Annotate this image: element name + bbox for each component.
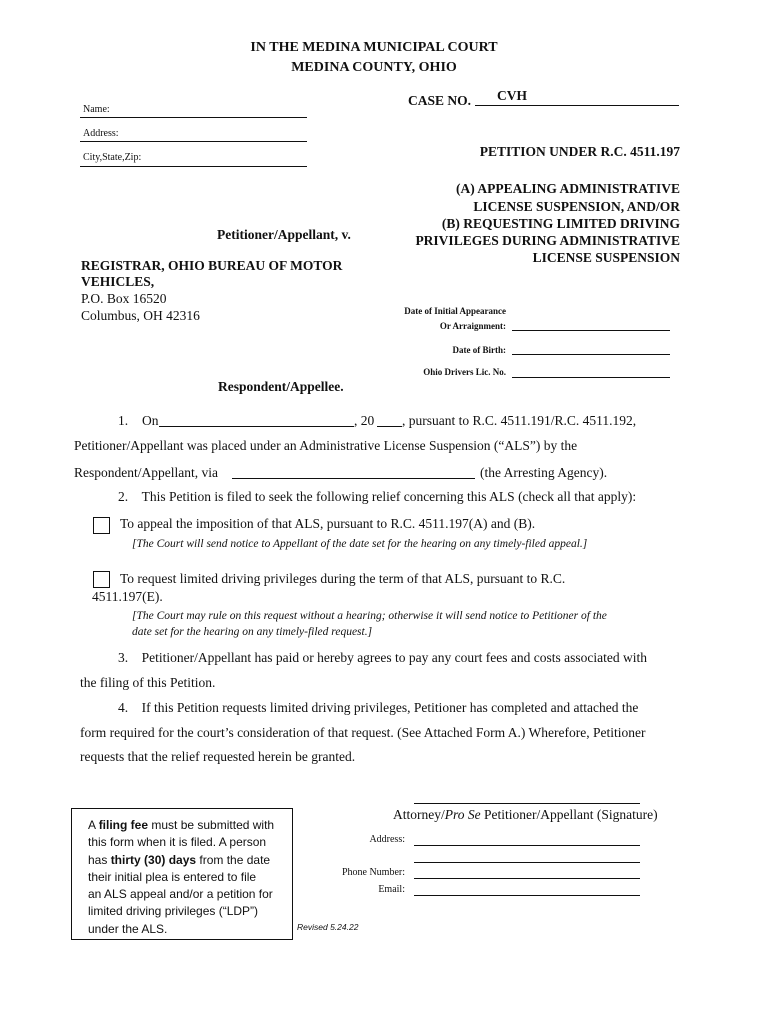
p4-line-3: requests that the relief requested herein be granted. — [80, 749, 356, 764]
limited-privileges-note-2: date set for the hearing on any timely-filed request.] — [132, 626, 373, 638]
p1-year-field[interactable] — [377, 426, 402, 427]
initial-appearance-label-1: Date of Initial Appearance — [404, 306, 506, 316]
limited-privileges-text-2: 4511.197(E). — [92, 589, 163, 604]
notice-line-1 — [88, 817, 282, 834]
court-county: MEDINA COUNTY, OHIO — [291, 60, 457, 75]
appeal-checkbox[interactable] — [93, 517, 110, 534]
p1-line-2: Petitioner/Appellant was placed under an Administrative License Suspension (“ALS”) by the — [74, 438, 578, 453]
initial-appearance-field[interactable] — [512, 330, 670, 331]
arresting-agency-field[interactable] — [232, 478, 475, 479]
p4-line-2: form required for the court’s consideration of that request. (See Attached Form A.) Wherefore, Petitioner — [80, 725, 646, 740]
drivers-license-label: Ohio Drivers Lic. No. — [423, 367, 506, 377]
p1-date-field[interactable] — [159, 426, 354, 427]
court-name: IN THE MEDINA MUNICIPAL COURT — [250, 40, 498, 55]
purpose-line-3: (B) REQUESTING LIMITED DRIVING — [441, 216, 680, 231]
purpose-line-5: LICENSE SUSPENSION — [532, 250, 680, 265]
signature-field[interactable] — [414, 803, 640, 804]
purpose-line-4: PRIVILEGES DURING ADMINISTRATIVE — [415, 233, 680, 248]
respondent-name-line-2: VEHICLES, — [81, 274, 155, 289]
case-number-value: CVH — [497, 88, 527, 103]
revised-date: Revised 5.24.22 — [297, 922, 359, 932]
phone-label: Phone Number: — [341, 867, 405, 878]
notice-line-3-a: has — [88, 852, 111, 867]
p3-line-2: the filing of this Petition. — [80, 675, 216, 690]
p2-text: 2. This Petition is filed to seek the following relief concerning this ALS (check all that apply): — [118, 489, 637, 504]
petition-title: PETITION UNDER R.C. 4511.197 — [479, 144, 680, 159]
notice-line-1-a: A — [88, 818, 99, 832]
city-state-zip-label: City,State,Zip: — [83, 152, 142, 163]
sig-address-field-1[interactable] — [414, 845, 640, 846]
p1-on: On — [142, 413, 159, 428]
notice-line-3-c: from the date — [196, 852, 271, 867]
notice-filing-fee: filing fee — [98, 818, 149, 832]
notice-thirty-days: thirty (30) days — [110, 852, 197, 867]
address-label: Address: — [83, 128, 119, 139]
initial-appearance-label-2: Or Arraignment: — [439, 321, 506, 331]
signature-label — [393, 808, 658, 822]
p1-pursuant: , pursuant to R.C. 4511.191/R.C. 4511.192, — [402, 413, 637, 428]
drivers-license-field[interactable] — [512, 377, 670, 378]
appeal-option-note: [The Court will send notice to Appellant of the date set for the hearing on any timely-filed appeal.] — [132, 538, 588, 550]
signature-label-pro-se: Pro Se — [444, 807, 481, 822]
notice-line-3 — [88, 852, 282, 869]
notice-line-4: their initial plea is entered to file — [88, 869, 257, 884]
petitioner-label: Petitioner/Appellant, v. — [217, 227, 351, 242]
notice-line-1-c: must be submitted with — [148, 818, 275, 832]
respondent-label: Respondent/Appellee. — [218, 379, 344, 394]
email-field[interactable] — [414, 895, 640, 896]
dob-label: Date of Birth: — [452, 345, 506, 355]
name-label: Name: — [83, 104, 110, 115]
p1-line-3-label: Respondent/Appellant, via — [74, 465, 218, 480]
p4-line-1: 4. If this Petition requests limited driving privileges, Petitioner has completed and attached the — [118, 700, 639, 715]
notice-line-5: an ALS appeal and/or a petition for — [88, 887, 273, 902]
sig-address-field-2[interactable] — [414, 862, 640, 863]
case-number-label: CASE NO. — [408, 93, 472, 108]
p1-year-prefix: , 20 — [354, 413, 375, 428]
purpose-line-2: LICENSE SUSPENSION, AND/OR — [473, 199, 680, 214]
case-number-field[interactable] — [475, 105, 679, 106]
respondent-address-1: P.O. Box 16520 — [81, 291, 167, 306]
appeal-option-text: To appeal the imposition of that ALS, pursuant to R.C. 4511.197(A) and (B). — [120, 516, 536, 531]
p3-line-1: 3. Petitioner/Appellant has paid or hereby agrees to pay any court fees and costs associated with — [118, 650, 647, 665]
notice-line-6: limited driving privileges (“LDP”) — [88, 904, 259, 919]
email-label: Email: — [378, 884, 405, 895]
respondent-name-line-1: REGISTRAR, OHIO BUREAU OF MOTOR — [81, 258, 343, 273]
phone-field[interactable] — [414, 878, 640, 879]
p1-line-3-suffix: (the Arresting Agency). — [480, 465, 608, 480]
purpose-line-1: (A) APPEALING ADMINISTRATIVE — [455, 181, 680, 196]
city-state-zip-field[interactable] — [80, 166, 307, 167]
signature-label-petitioner: Petitioner/Appellant (Signature) — [480, 807, 658, 822]
filing-fee-notice-box — [71, 808, 293, 940]
notice-line-2: this form when it is filed. A person — [88, 835, 267, 850]
sig-address-label: Address: — [369, 834, 405, 845]
notice-line-7: under the ALS. — [88, 921, 168, 936]
limited-privileges-text-1: To request limited driving privileges during the term of that ALS, pursuant to R.C. — [120, 571, 566, 586]
address-field[interactable] — [80, 141, 307, 142]
respondent-address-2: Columbus, OH 42316 — [81, 308, 200, 323]
limited-privileges-note-1: [The Court may rule on this request without a hearing; otherwise it will send notice to Petitioner of the — [132, 610, 607, 622]
signature-label-attorney: Attorney/ — [393, 807, 445, 822]
dob-field[interactable] — [512, 354, 670, 355]
p1-number: 1. — [118, 413, 129, 428]
limited-privileges-checkbox[interactable] — [93, 571, 110, 588]
name-field[interactable] — [80, 117, 307, 118]
